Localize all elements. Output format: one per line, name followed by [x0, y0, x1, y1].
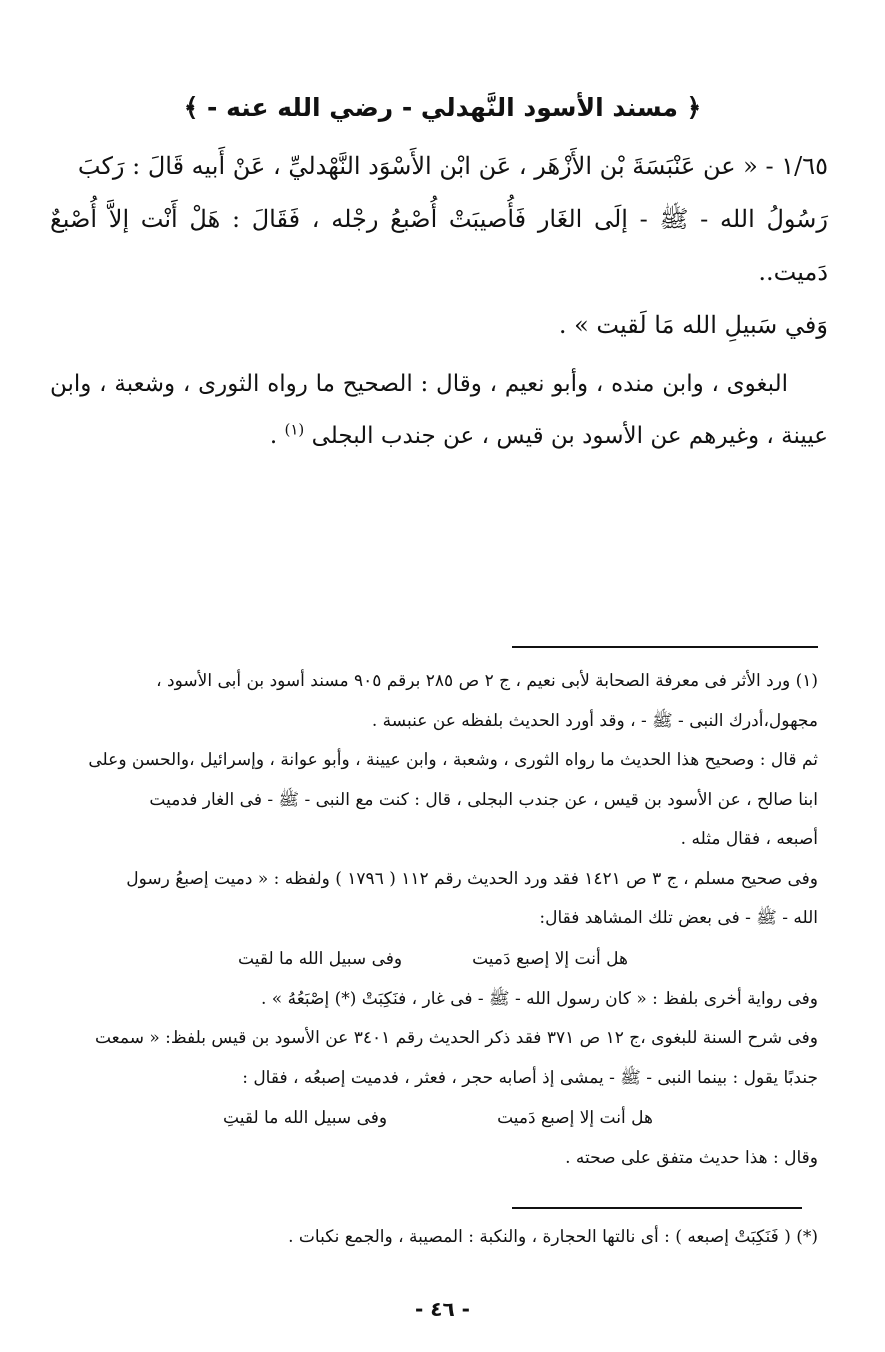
footnote-line: جندبًا يقول : بينما النبى - ﷺ - يمشى إذ أصابه حجر ، فعثر ، فدميت إصبعُه ، فقال :: [242, 1067, 818, 1088]
footnote-closing: وقال : هذا حديث متفق على صحته .: [565, 1148, 818, 1168]
verse-second-hemistich: وفى سبيل الله ما لقيتِ: [223, 1108, 388, 1128]
asterisk-note-divider: [512, 1207, 802, 1209]
hadith-line: ١/٦٥ - « عن عَنْبَسَةَ بْن الأَزْهَر ، عَن ابْن الأَسْوَد النَّهْدليِّ ، عَنْ أَبيه قَالَ : رَكبَ: [77, 152, 828, 180]
verse-first-hemistich: هل أنت إلا إصبع دَميت: [497, 1108, 653, 1128]
takhrij-text: البغوى ، وابن منده ، وأبو نعيم ، وقال : الصحيح ما رواه الثورى ، وشعبة ، وابن عيينة ، وغيرهم عن الأسود بن قيس ، عن جندب البجلى: [50, 371, 828, 449]
footnote-divider: [512, 646, 818, 648]
takhrij-end: .: [269, 423, 285, 449]
footnote-line: مجهول،أدرك النبى - ﷺ - ، وقد أورد الحديث بلفظه عن عنبسة .: [371, 710, 818, 731]
takhrij-paragraph: [50, 358, 828, 462]
asterisk-note: (*) ( فَنَكِبَتْ إصبعه ) : أى نالتها الحجارة ، والنكبة : المصيبة ، والجمع نكبات .: [288, 1227, 818, 1247]
verse-couplet: [48, 939, 818, 980]
page-number: - ٤٦ -: [415, 1297, 470, 1321]
footnote-line: الله - ﷺ - فى بعض تلك المشاهد فقال:: [539, 908, 818, 928]
verse-second-hemistich: وفى سبيل الله ما لقيت: [238, 948, 403, 969]
footnote-line: وفى رواية أخرى بلفظ : « كان رسول الله - ﷺ - فى غار ، فنَكِبَتْ (*) إصْبَعُهُ » .: [260, 988, 818, 1009]
footnote-line: ثم قال : وصحيح هذا الحديث ما رواه الثورى ، وشعبة ، وابن عيينة ، وأبو عوانة ، وإسرائيل ،والحسن وعلى: [88, 750, 818, 770]
footnote-line: (١) ورد الأثر فى معرفة الصحابة لأبى نعيم ، ج ٢ ص ٢٨٥ برقم ٩٠٥ مسند أسود بن أبى الأسود ،: [156, 671, 818, 691]
hadith-block: [50, 140, 828, 462]
footnotes-block: [48, 662, 818, 1179]
hadith-line: رَسُولُ الله - ﷺ - إلَى الغَار فَأُصيبَتْ أُصْبعُ رجْله ، فَقَالَ : هَلْ أَنْت إلاَّ أُصْبعٌ دَميت..: [50, 205, 828, 286]
footnote-line: ابنا صالح ، عن الأسود بن قيس ، عن جندب البجلى ، قال : كنت مع النبى - ﷺ - فى الغار فدميت: [149, 789, 818, 810]
footnote-line: أصبعه ، فقال مثله .: [680, 829, 818, 849]
footnote-line: وفى صحيح مسلم ، ج ٣ ص ١٤٢١ فقد ورد الحديث رقم ١١٢ ( ١٧٩٦ ) ولفظه : « دميت إصبعُ رسول: [126, 868, 818, 889]
page-title: ﴿ مسند الأسود النَّهدلي - رضي الله عنه - ﴾: [183, 93, 702, 122]
verse-couplet: [48, 1098, 818, 1139]
footnote-line: وفى شرح السنة للبغوى ،ج ١٢ ص ٣٧١ فقد ذكر الحديث رقم ٣٤٠١ عن الأسود بن قيس بلفظ: « سمعت: [94, 1028, 818, 1048]
footnote-reference: (١): [284, 420, 305, 439]
verse-first-hemistich: هل أنت إلا إصبع دَميت: [472, 948, 628, 969]
hadith-line: وَفي سَبيلِ الله مَا لَقيت » .: [558, 311, 828, 339]
